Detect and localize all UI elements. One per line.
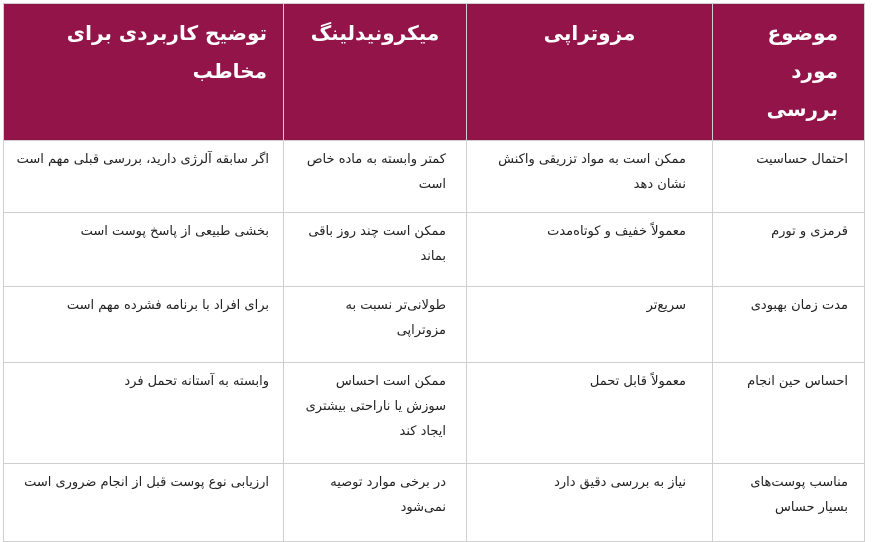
cell-explanation: ارزیابی نوع پوست قبل از انجام ضروری است <box>4 464 284 542</box>
cell-microneedling: طولانی‌تر نسبت به مزوتراپی <box>284 287 467 363</box>
table-row <box>4 464 865 542</box>
cell-explanation: برای افراد با برنامه فشرده مهم است <box>4 287 284 363</box>
cell-topic: احتمال حساسیت <box>713 141 865 213</box>
cell-microneedling: ممکن است احساس سوزش یا ناراحتی بیشتری ایجاد کند <box>284 363 467 464</box>
cell-explanation: بخشی طبیعی از پاسخ پوست است <box>4 213 284 287</box>
header-explanation: توضیح کاربردی برای مخاطب <box>4 4 284 141</box>
header-row <box>4 4 865 141</box>
table-row <box>4 141 865 213</box>
cell-topic: مناسب پوست‌های بسیار حساس <box>713 464 865 542</box>
table-row <box>4 363 865 464</box>
cell-explanation: وابسته به آستانه تحمل فرد <box>4 363 284 464</box>
header-topic: موضوع مورد بررسی <box>713 4 865 141</box>
cell-microneedling: ممکن است چند روز باقی بماند <box>284 213 467 287</box>
cell-topic: مدت زمان بهبودی <box>713 287 865 363</box>
table-row <box>4 287 865 363</box>
header-mesotherapy: مزوتراپی <box>467 4 713 141</box>
comparison-table <box>3 3 865 542</box>
cell-explanation: اگر سابقه آلرژی دارید، بررسی قبلی مهم است <box>4 141 284 213</box>
cell-microneedling: در برخی موارد توصیه نمی‌شود <box>284 464 467 542</box>
table-row <box>4 213 865 287</box>
cell-mesotherapy: ممکن است به مواد تزریقی واکنش نشان دهد <box>467 141 713 213</box>
cell-mesotherapy: نیاز به بررسی دقیق دارد <box>467 464 713 542</box>
cell-mesotherapy: سریع‌تر <box>467 287 713 363</box>
cell-topic: قرمزی و تورم <box>713 213 865 287</box>
cell-mesotherapy: معمولاً خفیف و کوتاه‌مدت <box>467 213 713 287</box>
cell-mesotherapy: معمولاً قابل تحمل <box>467 363 713 464</box>
cell-microneedling: کمتر وابسته به ماده خاص است <box>284 141 467 213</box>
cell-topic: احساس حین انجام <box>713 363 865 464</box>
header-microneedling: میکرونیدلینگ <box>284 4 467 141</box>
